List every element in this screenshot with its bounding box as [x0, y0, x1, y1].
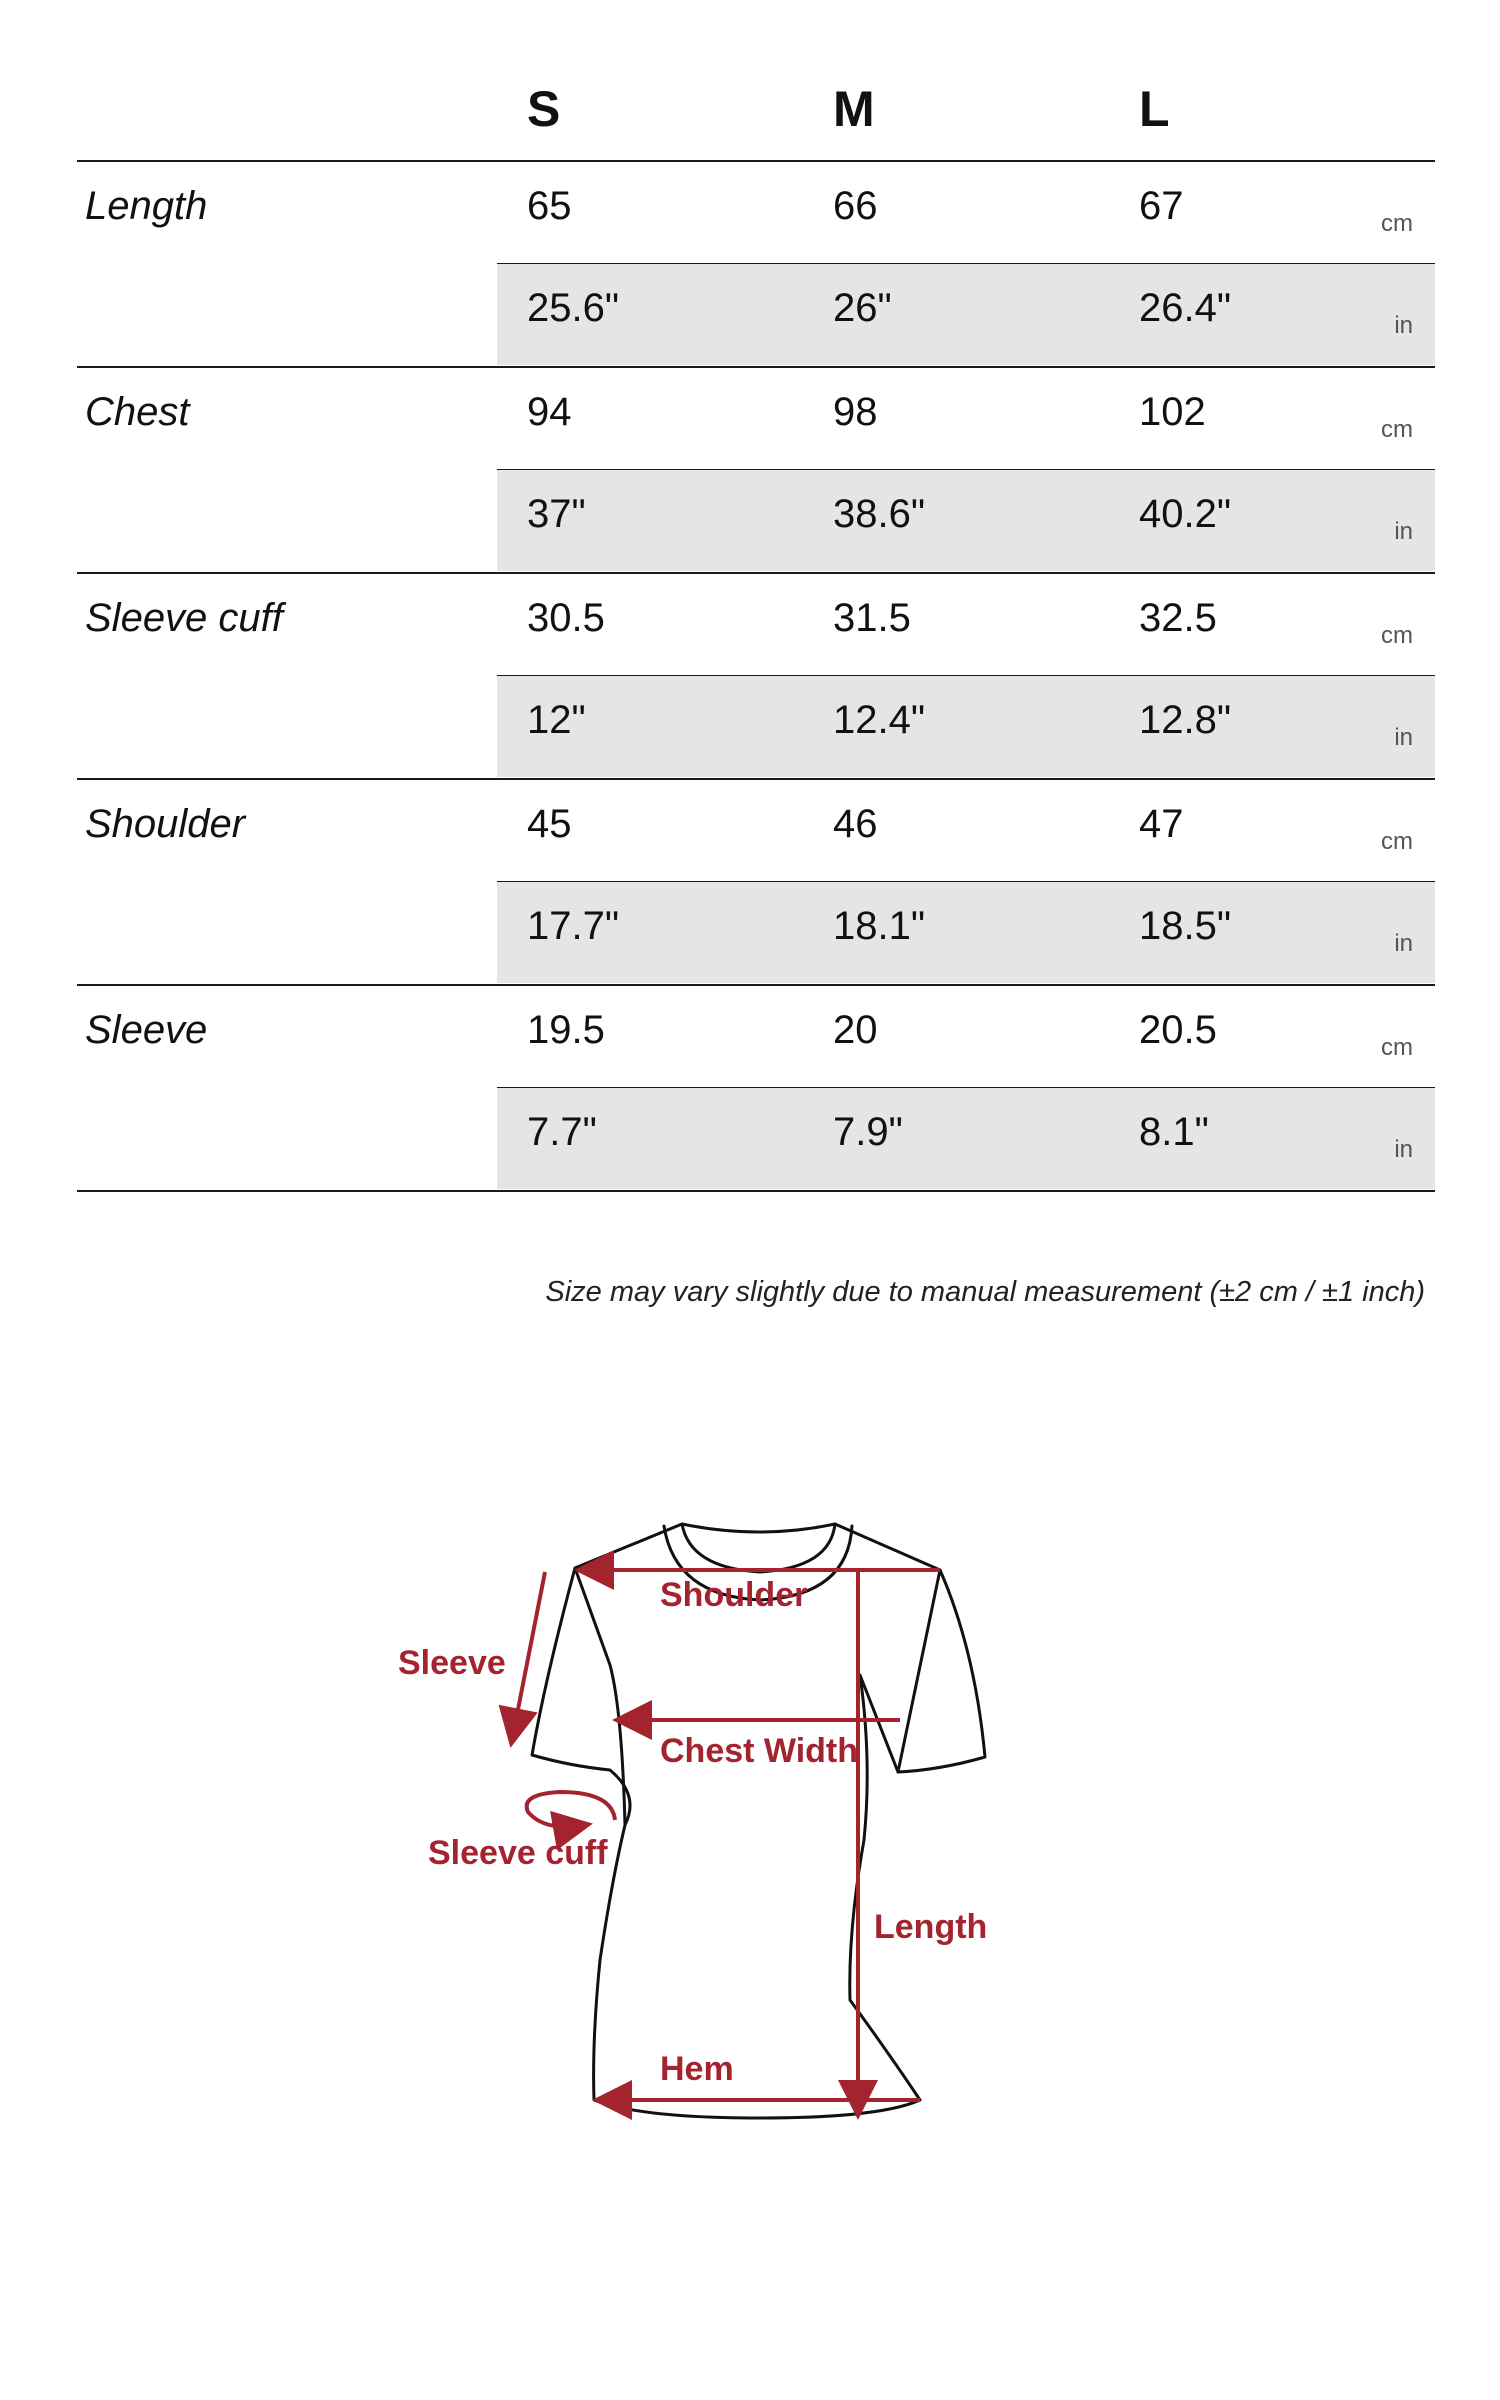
in-row [77, 470, 1435, 571]
chest-width-label: Chest Width [660, 1732, 859, 1770]
unit-cm: cm [1381, 622, 1413, 649]
value-s-cm: 30.5 [527, 596, 605, 640]
shoulder-label: Shoulder [660, 1576, 808, 1614]
measurement-sleeve-cuff [77, 574, 1435, 780]
value-s-in: 12" [527, 698, 586, 742]
size-header-row [77, 78, 1435, 162]
in-row [77, 676, 1435, 777]
measurement-label: Sleeve [85, 1008, 208, 1052]
value-m-cm: 98 [833, 390, 878, 434]
measurement-length [77, 162, 1435, 368]
hem-label: Hem [660, 2050, 734, 2088]
value-s-cm: 94 [527, 390, 572, 434]
value-m-in: 18.1" [833, 904, 926, 948]
value-l-cm: 20.5 [1139, 1008, 1217, 1052]
unit-in: in [1394, 930, 1413, 957]
value-m-cm: 46 [833, 802, 878, 846]
sleeve-cuff-label: Sleeve cuff [428, 1834, 608, 1872]
value-m-cm: 20 [833, 1008, 878, 1052]
measurement-label: Length [85, 184, 208, 228]
measurement-sleeve [77, 986, 1435, 1192]
measurement-label: Sleeve cuff [85, 596, 283, 640]
unit-cm: cm [1381, 1034, 1413, 1061]
measurement-label: Chest [85, 390, 190, 434]
unit-cm: cm [1381, 828, 1413, 855]
unit-cm: cm [1381, 210, 1413, 237]
in-row [77, 1088, 1435, 1189]
unit-in: in [1394, 724, 1413, 751]
value-m-in: 38.6" [833, 492, 926, 536]
measurement-label: Shoulder [85, 802, 246, 846]
value-s-in: 17.7" [527, 904, 620, 948]
value-s-cm: 19.5 [527, 1008, 605, 1052]
cm-row [77, 574, 1435, 675]
value-l-cm: 102 [1139, 390, 1206, 434]
tshirt-illustration [0, 1400, 1500, 2200]
cm-row [77, 780, 1435, 881]
value-l-in: 18.5" [1139, 904, 1232, 948]
cm-row [77, 368, 1435, 469]
tshirt-measurement-diagram [0, 1400, 1500, 2200]
value-s-in: 7.7" [527, 1110, 597, 1154]
unit-in: in [1394, 518, 1413, 545]
value-m-cm: 66 [833, 184, 878, 228]
unit-in: in [1394, 312, 1413, 339]
cm-row [77, 986, 1435, 1087]
value-l-cm: 47 [1139, 802, 1184, 846]
value-s-in: 25.6" [527, 286, 620, 330]
in-row [77, 882, 1435, 983]
value-m-in: 12.4" [833, 698, 926, 742]
sleeve-cuff-arrow [527, 1792, 615, 1827]
size-m-header: M [833, 81, 875, 137]
in-row [77, 264, 1435, 365]
unit-in: in [1394, 1136, 1413, 1163]
value-l-in: 40.2" [1139, 492, 1232, 536]
value-l-in: 26.4" [1139, 286, 1232, 330]
value-s-in: 37" [527, 492, 586, 536]
size-chart-table [77, 78, 1435, 1308]
value-m-in: 26" [833, 286, 892, 330]
unit-cm: cm [1381, 416, 1413, 443]
value-l-in: 12.8" [1139, 698, 1232, 742]
value-m-in: 7.9" [833, 1110, 903, 1154]
measurement-chest [77, 368, 1435, 574]
value-m-cm: 31.5 [833, 596, 911, 640]
sleeve-label: Sleeve [398, 1644, 506, 1682]
size-s-header: S [527, 81, 561, 137]
value-l-cm: 32.5 [1139, 596, 1217, 640]
size-l-header: L [1139, 81, 1170, 137]
length-label: Length [874, 1908, 988, 1946]
value-s-cm: 65 [527, 184, 572, 228]
value-l-cm: 67 [1139, 184, 1184, 228]
value-l-in: 8.1" [1139, 1110, 1209, 1154]
measurement-shoulder [77, 780, 1435, 986]
value-s-cm: 45 [527, 802, 572, 846]
measurement-disclaimer: Size may vary slightly due to manual measurement (±2 cm / ±1 inch) [545, 1276, 1425, 1308]
cm-row [77, 162, 1435, 263]
